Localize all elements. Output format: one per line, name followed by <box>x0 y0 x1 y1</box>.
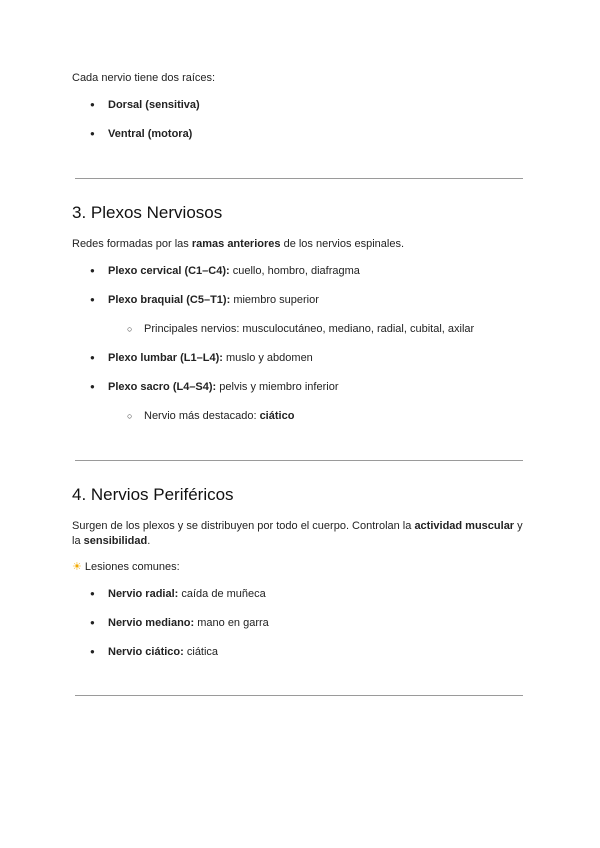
list-item-bold: Dorsal (sensitiva) <box>108 99 200 111</box>
divider <box>75 460 523 461</box>
list-item-plexo-lumbar: ● Plexo lumbar (L1–L4): muslo y abdomen <box>108 350 313 366</box>
list-item-nervio-mediano: ● Nervio mediano: mano en garra <box>108 615 269 631</box>
intro-text: Cada nervio tiene dos raíces: <box>72 72 216 84</box>
sub-item-sacro-nervio: ○ Nervio más destacado: ciático <box>144 408 294 424</box>
lesiones-label: ☀ Lesiones comunes: <box>72 561 180 573</box>
list-item-ventral <box>108 126 192 142</box>
section-4-description-line-2: la sensibilidad. <box>72 535 151 547</box>
list-item-plexo-cervical: ● Plexo cervical (C1–C4): cuello, hombro, diafragma <box>108 263 360 279</box>
list-item-bold: Ventral (motora) <box>108 128 193 140</box>
list-item-plexo-sacro: ● Plexo sacro (L4–S4): pelvis y miembro inferior <box>108 379 338 395</box>
list-item-nervio-ciatico: ● Nervio ciático: ciática <box>108 644 218 660</box>
section-4-heading: 4. Nervios Periféricos <box>72 485 234 504</box>
sub-item-braquial-nervios: ○ Principales nervios: musculocutáneo, mediano, radial, cubital, axilar <box>144 321 474 337</box>
section-3-heading: 3. Plexos Nerviosos <box>72 203 223 222</box>
section-4-description-line-1: Surgen de los plexos y se distribuyen por todo el cuerpo. Controlan la actividad muscular y <box>72 520 523 532</box>
list-item-dorsal <box>108 97 200 113</box>
list-item-plexo-braquial: ● Plexo braquial (C5–T1): miembro superior <box>108 292 319 308</box>
divider <box>75 178 523 179</box>
sun-icon: ☀ <box>72 561 82 573</box>
divider <box>75 695 523 696</box>
list-item-nervio-radial: ● Nervio radial: caída de muñeca <box>108 586 266 602</box>
section-3-description: Redes formadas por las ramas anteriores de los nervios espinales. <box>72 238 405 250</box>
